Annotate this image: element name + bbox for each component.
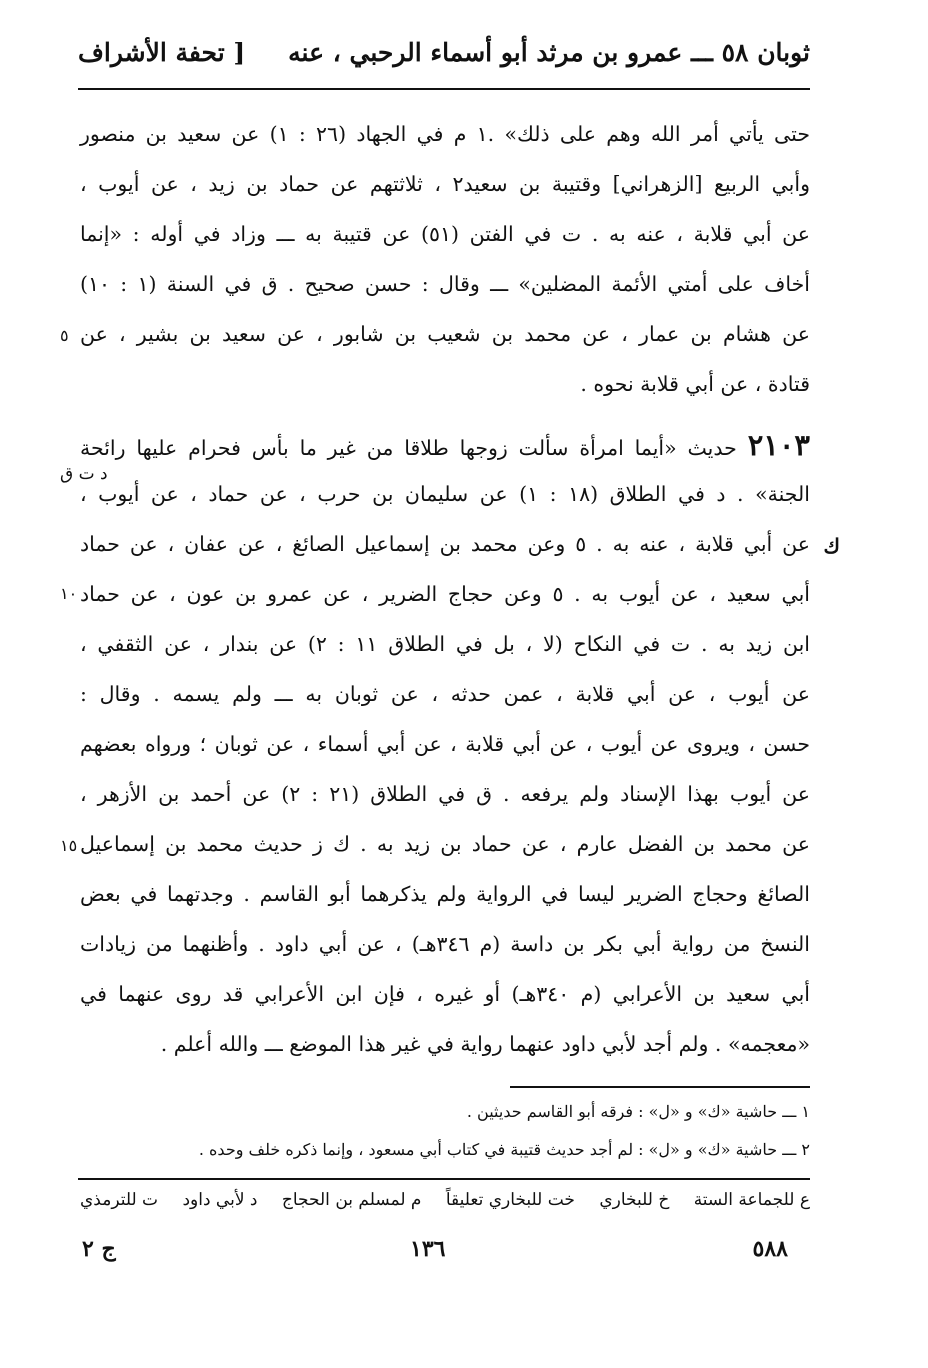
text-line: قتادة ، عن أبي قلابة نحوه . — [580, 372, 810, 396]
sigla-item: م لمسلم بن الحجاج — [281, 1190, 422, 1210]
sigla-item: د لأبي داود — [182, 1190, 258, 1210]
text-line: أبي سعيد ، عن أيوب به . ٥ وعن حجاج الضرير ، عن عمرو بن عون ، عن حماد — [80, 582, 810, 606]
text-line: عن محمد بن الفضل عارم ، عن حماد بن زيد به . ك ز حديث محمد بن إسماعيل — [80, 832, 810, 856]
text-line: حتى يأتي أمر الله وهم على ذلك» .١ م في الجهاد (٢٦ : ١) عن سعيد بن منصور — [80, 122, 810, 146]
text-line: عن هشام بن عمار ، عن محمد بن شعيب بن شابور ، عن سعيد بن بشير ، عن — [80, 322, 810, 346]
text-line: «معجمه» . ولم أجد لأبي داود عنهما رواية في غير هذا الموضع ـــ والله أعلم . — [160, 1032, 810, 1056]
hadith-line-text: حديث «أيما امرأة سألت زوجها طلاقا من غير ما بأس فحرام عليها رائحة — [80, 436, 737, 460]
sigla-item: ت للترمذي — [80, 1190, 159, 1210]
margin-line-marker: ك — [823, 534, 840, 558]
hadith-first-line — [80, 428, 810, 462]
text-line: النسخ من رواية أبي بكر بن داسة (م ٣٤٦هـ) ، عن أبي داود . وأظنهما من زيادات — [80, 932, 810, 956]
margin-line-marker: ٥ — [60, 326, 69, 345]
text-line: الجنة» . د في الطلاق (١٨ : ١) عن سليمان بن حرب ، عن حماد ، عن أيوب ، — [80, 482, 810, 506]
margin-line-marker: ١٥ — [60, 836, 78, 855]
sigla-item: خ للبخاري — [599, 1190, 670, 1210]
hadith-number: ٢١٠٣ — [747, 428, 810, 462]
text-line: عن أيوب بهذا الإسناد ولم يرفعه . ق في الطلاق (٢١ : ٢) عن أحمد بن الأزهر ، — [80, 782, 810, 806]
text-line: أبي سعيد بن الأعرابي (م ٣٤٠هـ) أو غيره ، فإن ابن الأعرابي قد روى عنهما في — [80, 982, 810, 1006]
sigla-item: ع للجماعة الستة — [693, 1190, 810, 1210]
footnote-rule — [510, 1086, 810, 1088]
margin-line-marker: ١٠ — [60, 584, 78, 603]
text-line: ابن زيد به . ت في النكاح (لا ، بل في الطلاق ١١ : ٢) عن بندار ، عن الثقفي ، — [80, 632, 810, 656]
text-line: حسن ، ويروى عن أيوب ، عن أبي قلابة ، عن أبي أسماء ، عن ثوبان ؛ ورواه بعضهم — [80, 732, 810, 756]
header-chapter-title: ثوبان ٥٨ ـــ عمرو بن مرثد أبو أسماء الرحبي ، عنه — [288, 38, 810, 67]
header-rule — [78, 88, 810, 90]
sigla-note: د ت ق — [60, 464, 108, 484]
sigla-rule — [78, 1178, 810, 1180]
text-line: عن أبي قلابة ، عنه به . ت في الفتن (٥١) عن قتيبة به ـــ وزاد في أوله : «إنما — [80, 222, 810, 246]
sigla-key — [80, 1190, 810, 1210]
text-line: عن أبي قلابة ، عنه به . ٥ وعن محمد بن إسماعيل الصائغ ، عن عفان ، عن حماد — [80, 532, 810, 556]
running-header — [78, 38, 810, 78]
text-line: عن أيوب ، عن أبي قلابة ، عمن حدثه ، عن ثوبان به ـــ ولم يسمه . وقال : — [80, 682, 810, 706]
text-line: وأبي الربيع [الزهراني] وقتيبة بن سعيد٢ ، ثلاثتهم عن حماد بن زيد ، عن أيوب ، — [80, 172, 810, 196]
page-number: ١٣٦ — [410, 1236, 446, 1262]
sequence-number: ٥٨٨ — [752, 1236, 788, 1262]
header-book-title: [ تحفة الأشراف — [78, 38, 246, 67]
footnote-2: ٢ ـــ حاشية «ك» و «ل» : لم أجد حديث قتيبة في كتاب أبي مسعود ، وإنما ذكره خلف وحده . — [198, 1140, 810, 1159]
text-line: أخاف على أمتي الأئمة المضلين» ـــ وقال : حسن صحيح . ق في السنة (١ : ١٠) — [80, 272, 810, 296]
volume-number: ج ٢ — [82, 1236, 116, 1262]
footnote-1: ١ ـــ حاشية «ك» و «ل» : فرقه أبو القاسم حديثين . — [466, 1102, 810, 1121]
text-line: الصائغ وحجاج الضرير ليسا في الرواية ولم يذكرهما أبو القاسم . وجدتهما في بعض — [80, 882, 810, 906]
sigla-item: خت للبخاري تعليقاً — [445, 1190, 575, 1210]
